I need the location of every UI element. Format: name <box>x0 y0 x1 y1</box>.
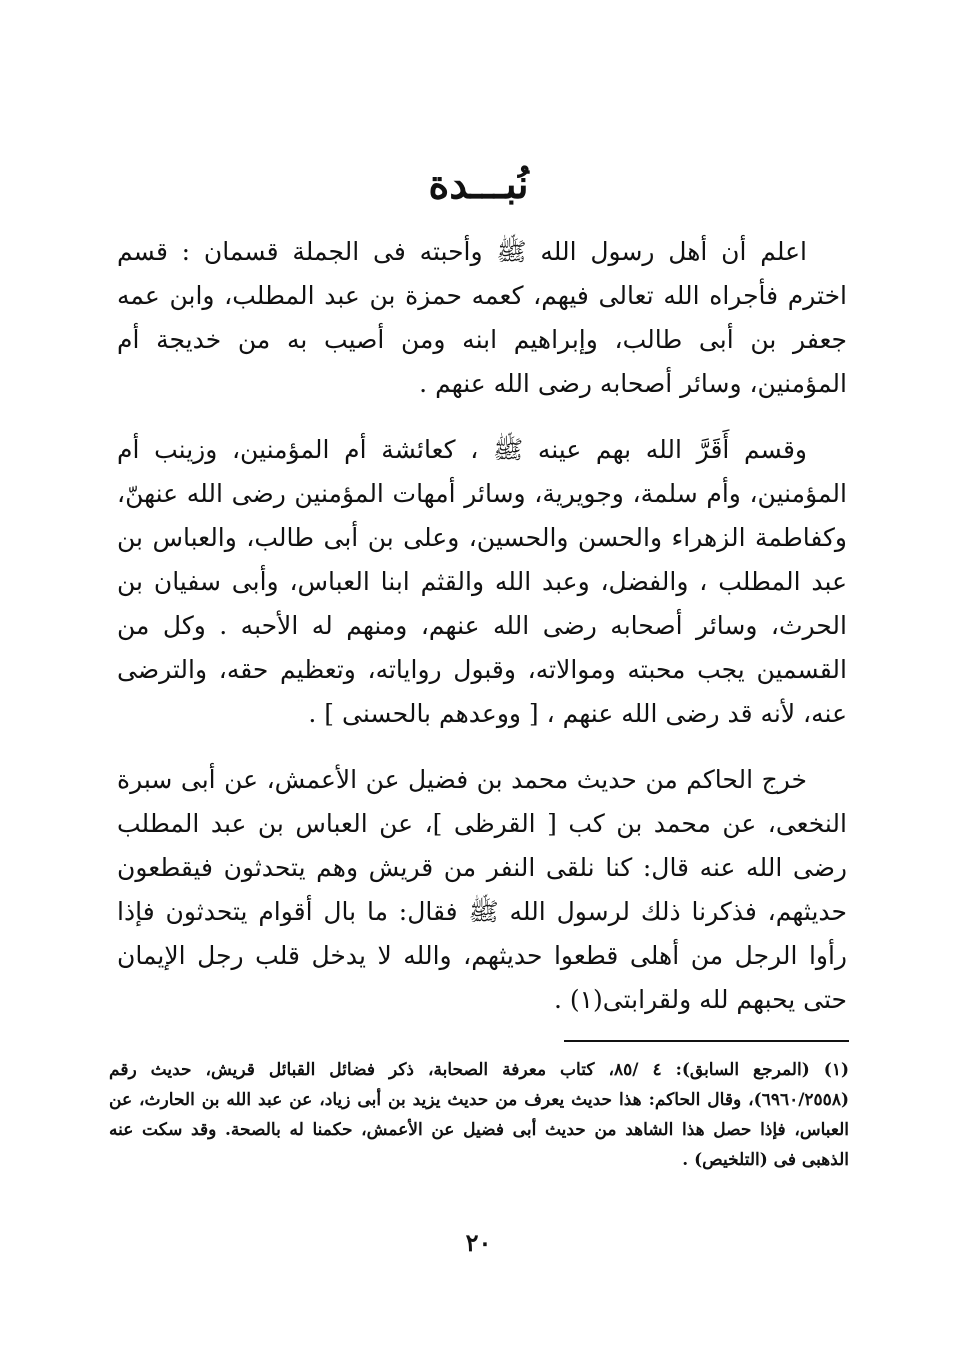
paragraph: اعلم أن أهل رسول الله ﷺ وأحبته فى الجملة قسمان : قسم اخترم فأجراه الله تعالى فيهم، كعمه حمزة بن عبد المطلب، وابن عمه جعفر بن أبى طالب، وإبراهيم ابنه ومن أصيب به من خديجة أم المؤمنين، وسائر أصحابه رضى الله عنهم . <box>117 237 847 398</box>
paragraph: وقسم أَقَرَّ الله بهم عينه ﷺ ، كعائشة أم المؤمنين، وزينب أم المؤمنين، وأم سلمة، وجويرية، وسائر أمهات المؤمنين رضى الله عنهنّ، وكفاطمة الزهراء والحسن والحسين، وعلى بن أبى طالب، والعباس بن عبد المطلب ، والفضل، وعبد الله والقثم ابنا العباس، وأبى سفيان بن الحرث، وسائر أصحابه رضى الله عنهم، ومنهم له الأحبه . وكل من القسمين يجب محبته وموالاته، وقبول رواياته، وتعظيم حقه، والترضى عنه، لأنه قد رضى الله عنهم ، [ ووعدهم بالحسنى ] . <box>117 435 847 728</box>
footnote: (١) (المرجع السابق): ٤ /٨٥، كتاب معرفة الصحابة، ذكر فضائل القبائل قريش، حديث رقم (٦٩٦٠/٢٥٥٨)، وقال الحاكم: هذا حديث يعرف من حديث يزيد بن أبى زياد، عن عبد الله بن الحارث، عن العباس، فإذا حصل هذا الشاهد من حديث أبى فضيل عن الأعمش، حكمنا له بالصحة. وقد سكت عنه الذهبى فى (التلخيص) . <box>109 1060 849 1170</box>
footnote-divider <box>564 1040 849 1042</box>
page-title: نُبـــدة <box>428 161 529 208</box>
main-text <box>117 230 847 1044</box>
paragraph: خرج الحاكم من حديث محمد بن فضيل عن الأعمش، عن أبى سبرة النخعى، عن محمد بن كب [ القرظى ]، عن العباس بن عبد المطلب رضى الله عنه قال: كنا نلقى النفر من قريش وهم يتحدثون فيقطعون حديثهم، فذكرنا ذلك لرسول الله ﷺ فقال: ما بال أقوام يتحدثون فإذا رأوا الرجل من أهلى قطعوا حديثهم، والله لا يدخل قلب رجل الإيمان حتى يحبهم لله ولقرابتى(١) . <box>117 765 847 1014</box>
page-number: ٢٠ <box>465 1228 492 1257</box>
